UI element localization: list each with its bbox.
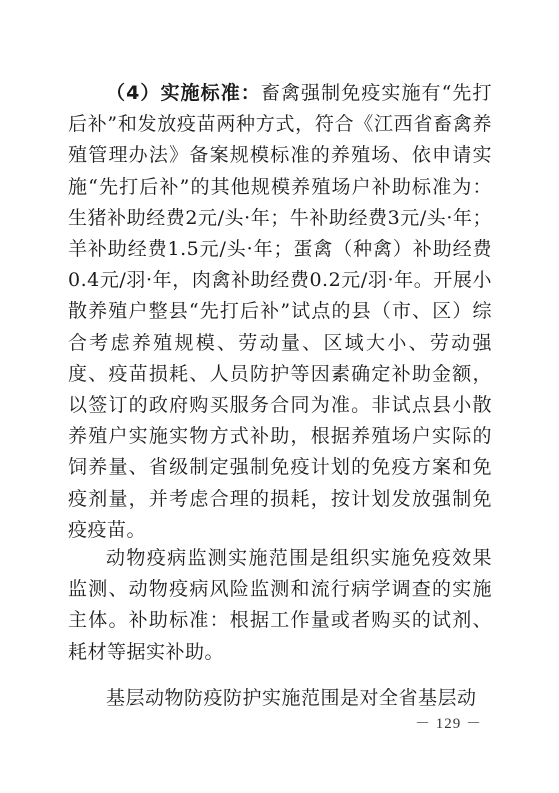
- paragraph-disease-monitoring: [68, 543, 492, 668]
- paragraph-implementation-standard: [68, 78, 492, 546]
- paragraph-lead-heading: （4）实施标准：: [106, 82, 261, 104]
- paragraph-text: [68, 78, 492, 546]
- paragraph-body: 动物疫病监测实施范围是组织实施免疫效果监测、动物疫病风险监测和流行病学调查的实施主体。补助标准：根据工作量或者购买的试剂、耗材等据实补助。: [68, 547, 492, 663]
- page-number: － 129 －: [414, 716, 482, 732]
- paragraph-body: 基层动物防疫防护实施范围是对全省基层动: [106, 687, 477, 709]
- paragraph-grassroots-protection: [68, 683, 492, 714]
- paragraph-body: 畜禽强制免疫实施有“先打后补”和发放疫苗两种方式，符合《江西省畜禽养殖管理办法》备案规模标准的养殖场、依申请实施“先打后补”的其他规模养殖场户补助标准为：生猪补助经费2元/头·年；牛补助经费3元/头·年；羊补助经费1.5元/头·年；蛋禽（种禽）补助经费0.4元/羽·年，肉禽补助经费0.2元/羽·年。开展小散养殖户整县“先打后补”试点的县（市、区）综合考虑养殖规模、劳动量、区域大小、劳动强度、疫苗损耗、人员防护等因素确定补助金额，以签订的政府购买服务合同为准。非试点县小散养殖户实施实物方式补助，根据养殖场户实际的饲养量、省级制定强制免疫计划的免疫方案和免疫剂量，并考虑合理的损耗，按计划发放强制免疫疫苗。: [68, 82, 492, 541]
